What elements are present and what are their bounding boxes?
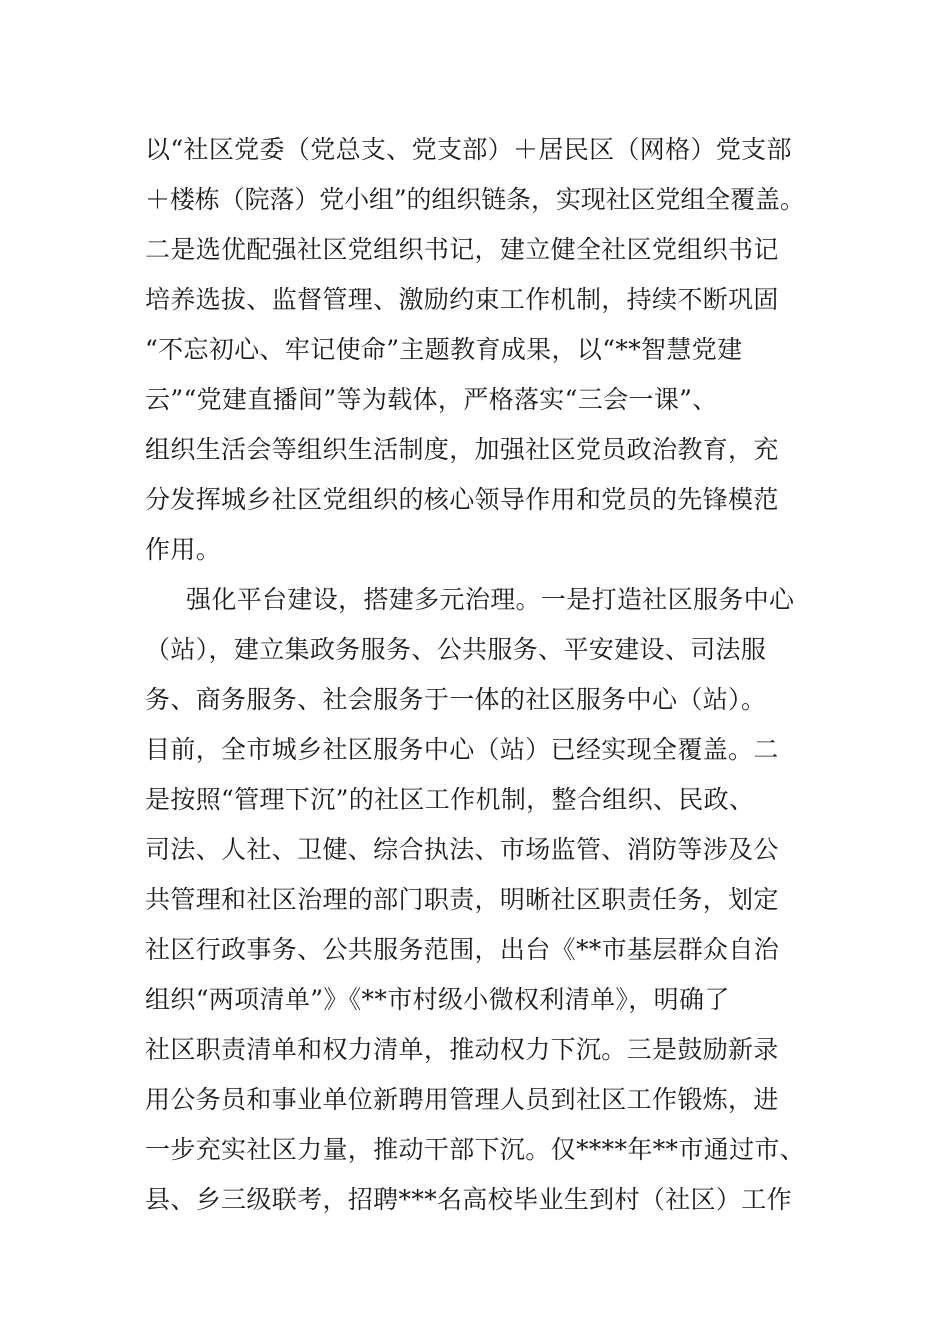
text-line: 社区行政事务、公共服务范围，出台《**市基层群众自治 <box>145 935 780 964</box>
text-line: 县、乡三级联考，招聘***名高校毕业生到村（社区）工作 <box>145 1185 792 1214</box>
text-line: 用公务员和事业单位新聘用管理人员到社区工作锻炼，进 <box>145 1085 779 1114</box>
text-line: 作用。 <box>145 535 222 564</box>
text-line: 分发挥城乡社区党组织的核心领导作用和党员的先锋模范 <box>145 485 779 514</box>
text-line: 云”“党建直播间”等为载体，严格落实“三会一课”、 <box>145 385 718 414</box>
text-line: ＋楼栋（院落）党小组”的组织链条，实现社区党组全覆盖。 <box>145 185 805 214</box>
text-line: 一步充实社区力量，推动干部下沉。仅****年**市通过市、 <box>145 1135 806 1164</box>
text-line: 务、商务服务、社会服务于一体的社区服务中心（站）。 <box>145 685 767 714</box>
text-line: “不忘初心、牢记使命”主题教育成果，以“**智慧党建 <box>145 335 743 364</box>
text-line: 组织生活会等组织生活制度，加强社区党员政治教育，充 <box>145 435 779 464</box>
text-line: 以“社区党委（党总支、党支部）＋居民区（网格）党支部 <box>145 135 792 164</box>
text-line: 社区职责清单和权力清单，推动权力下沉。三是鼓励新录 <box>145 1035 779 1064</box>
text-line: （站），建立集政务服务、公共服务、平安建设、司法服 <box>145 635 767 664</box>
text-line: 司法、人社、卫健、综合执法、市场监管、消防等涉及公 <box>145 835 779 864</box>
text-line: 共管理和社区治理的部门职责，明晰社区职责任务，划定 <box>145 885 779 914</box>
text-line: 是按照“管理下沉”的社区工作机制，整合组织、民政、 <box>145 785 755 814</box>
text-line: 培养选拔、监督管理、激励约束工作机制，持续不断巩固 <box>145 285 779 314</box>
text-line: 组织“两项清单”》《**市村级小微权利清单》，明确了 <box>145 985 730 1014</box>
text-line: 目前，全市城乡社区服务中心（站）已经实现全覆盖。二 <box>145 735 779 764</box>
text-line: 二是选优配强社区党组织书记，建立健全社区党组织书记 <box>145 235 779 264</box>
paragraph-first-line: 强化平台建设，搭建多元治理。一是打造社区服务中心 <box>186 585 795 614</box>
